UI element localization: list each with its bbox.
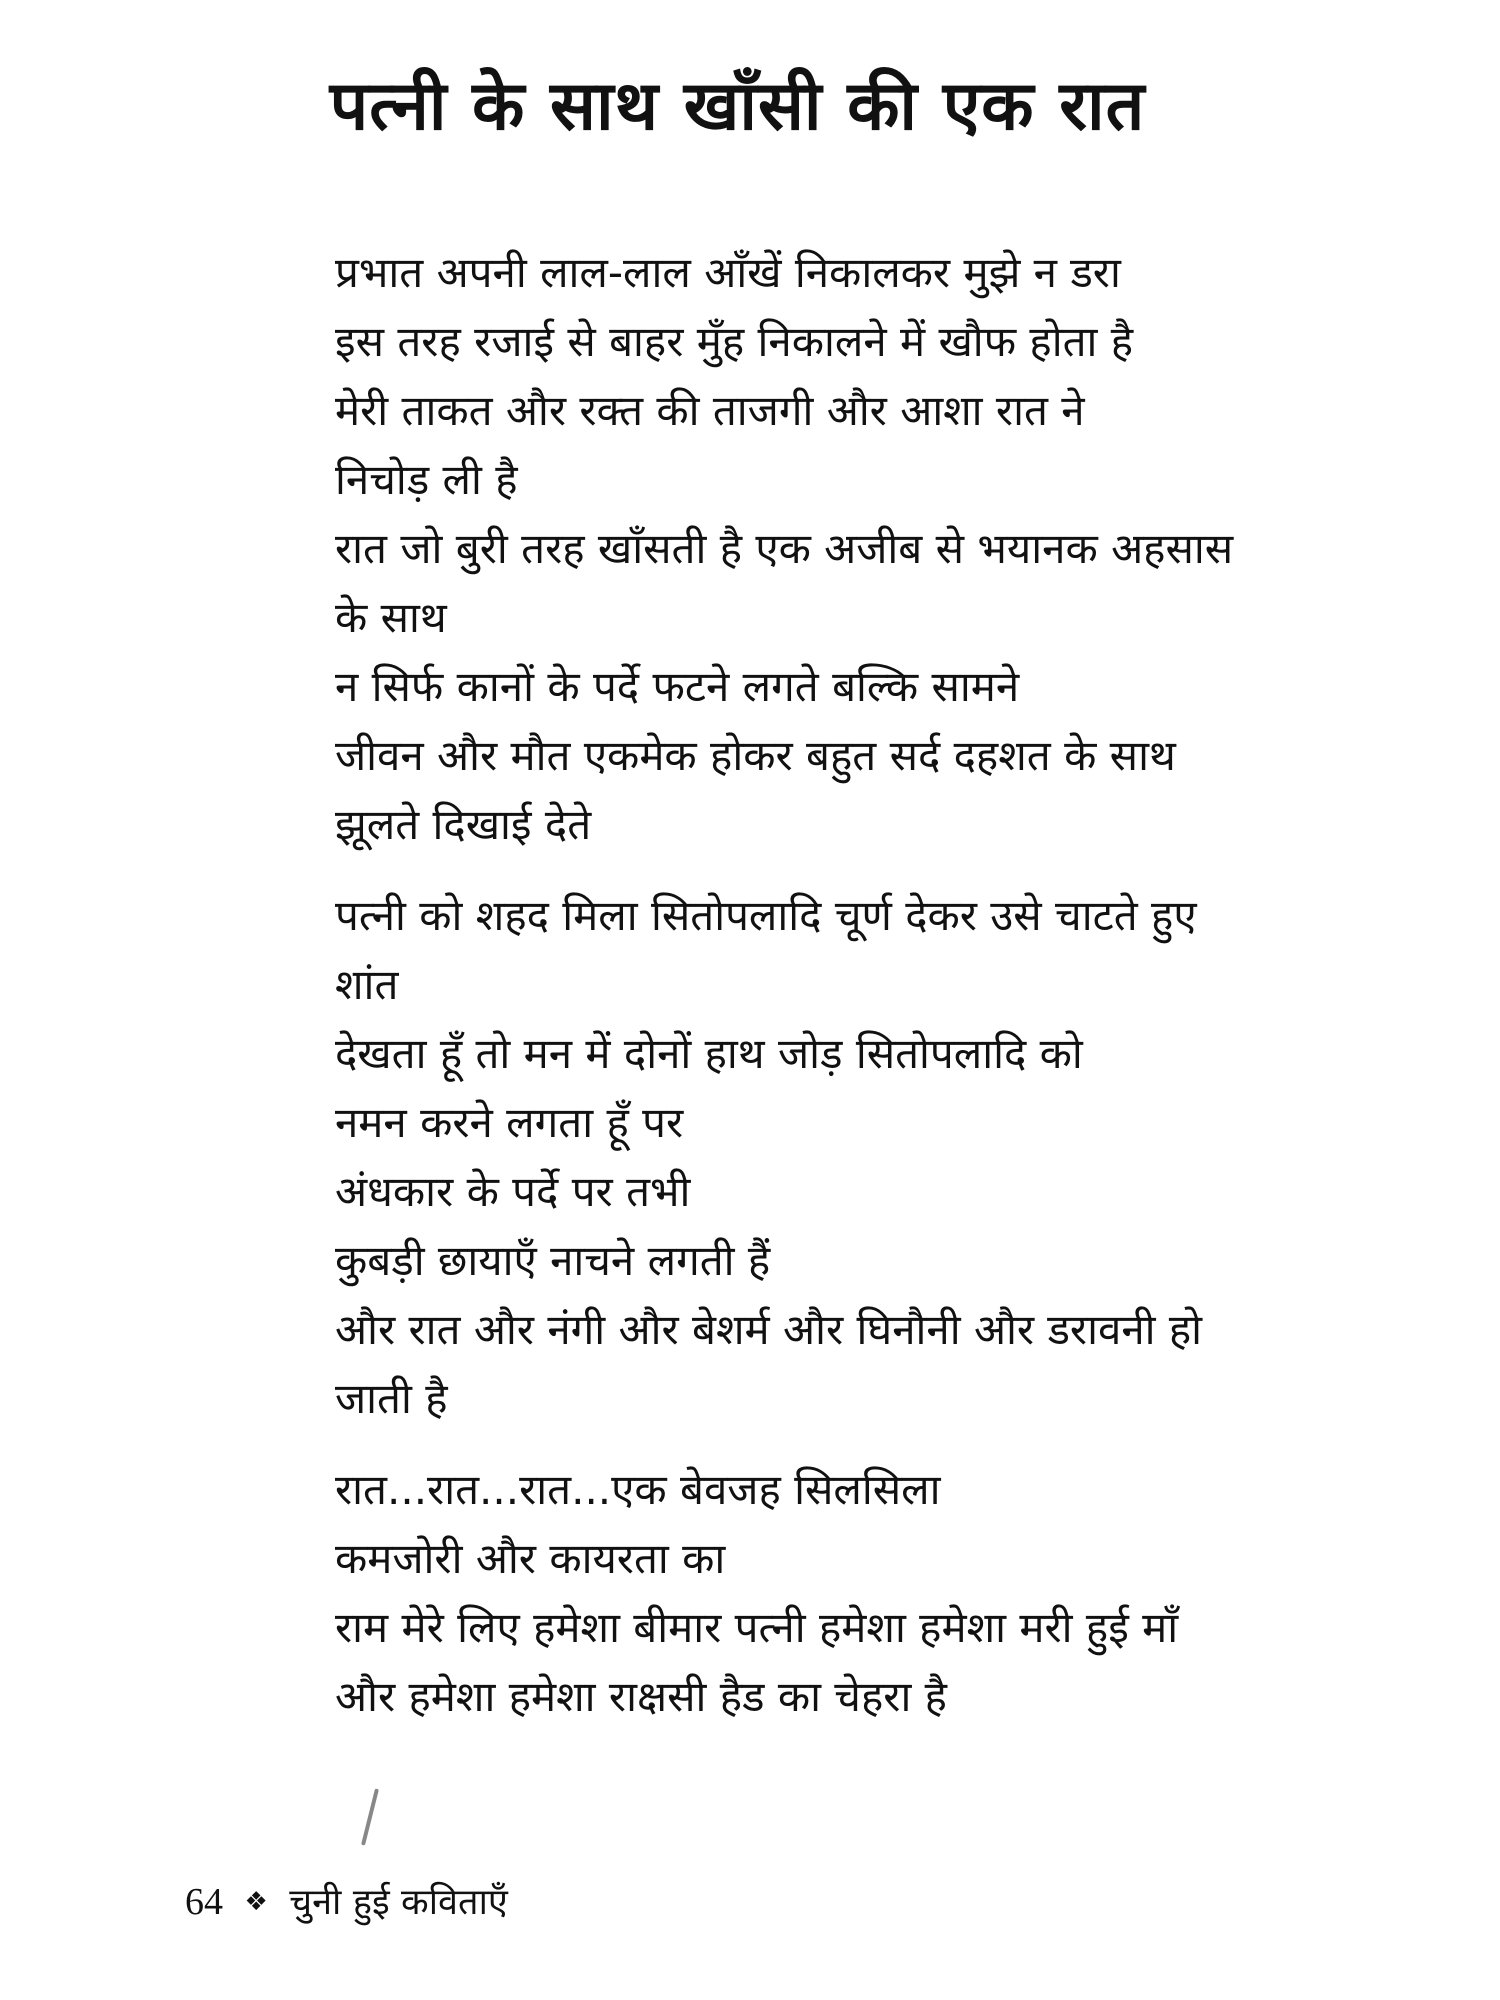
- stanza-2: [335, 881, 1455, 1433]
- poem-line: शांत: [335, 960, 399, 1009]
- poem-line: न सिर्फ कानों के पर्दे फटने लगते बल्कि सामने: [335, 662, 1020, 711]
- poem-line: झूलते दिखाई देते: [335, 800, 592, 849]
- poem-body: [335, 238, 1455, 1753]
- page-footer: [185, 1872, 508, 1933]
- book-title: चुनी हुई कविताएँ: [289, 1882, 508, 1923]
- poem-line: जाती है: [335, 1374, 448, 1423]
- stanza-1: [335, 238, 1455, 859]
- poem-line: जीवन और मौत एकमेक होकर बहुत सर्द दहशत के साथ: [335, 731, 1176, 780]
- poem-line: प्रभात अपनी लाल-लाल आँखें निकालकर मुझे न डरा: [335, 248, 1121, 297]
- pencil-mark: [361, 1788, 379, 1845]
- page-number: 64: [185, 1881, 223, 1923]
- stanza-3: [335, 1455, 1455, 1731]
- poem-line: कुबड़ी छायाएँ नाचने लगती हैं: [335, 1236, 771, 1285]
- poem-line: नमन करने लगता हूँ पर: [335, 1098, 684, 1147]
- poem-line: राम मेरे लिए हमेशा बीमार पत्नी हमेशा हमेशा मरी हुई माँ: [335, 1603, 1179, 1652]
- poem-line: पत्नी को शहद मिला सितोपलादि चूर्ण देकर उसे चाटते हुए: [335, 891, 1197, 940]
- diamond-separator-icon: ❖: [244, 1887, 268, 1917]
- poem-line: रात जो बुरी तरह खाँसती है एक अजीब से भयानक अहसास: [335, 524, 1234, 573]
- poem-line: और रात और नंगी और बेशर्म और घिनौनी और डरावनी हो: [335, 1305, 1203, 1354]
- poem-line: के साथ: [335, 593, 447, 642]
- poem-line: इस तरह रजाई से बाहर मुँह निकालने में खौफ होता है: [335, 317, 1134, 366]
- poem-line: रात...रात...रात...एक बेवजह सिलसिला: [335, 1465, 941, 1514]
- poem-title: पत्नी के साथ खाँसी की एक रात: [329, 67, 1146, 146]
- poem-line: और हमेशा हमेशा राक्षसी हैड का चेहरा है: [335, 1672, 947, 1721]
- poem-line: अंधकार के पर्दे पर तभी: [335, 1167, 691, 1216]
- poem-line: मेरी ताकत और रक्त की ताजगी और आशा रात ने: [335, 386, 1085, 435]
- poem-line: निचोड़ ली है: [335, 455, 518, 504]
- poem-line: देखता हूँ तो मन में दोनों हाथ जोड़ सितोपलादि को: [335, 1029, 1083, 1078]
- poem-line: कमजोरी और कायरता का: [335, 1534, 726, 1583]
